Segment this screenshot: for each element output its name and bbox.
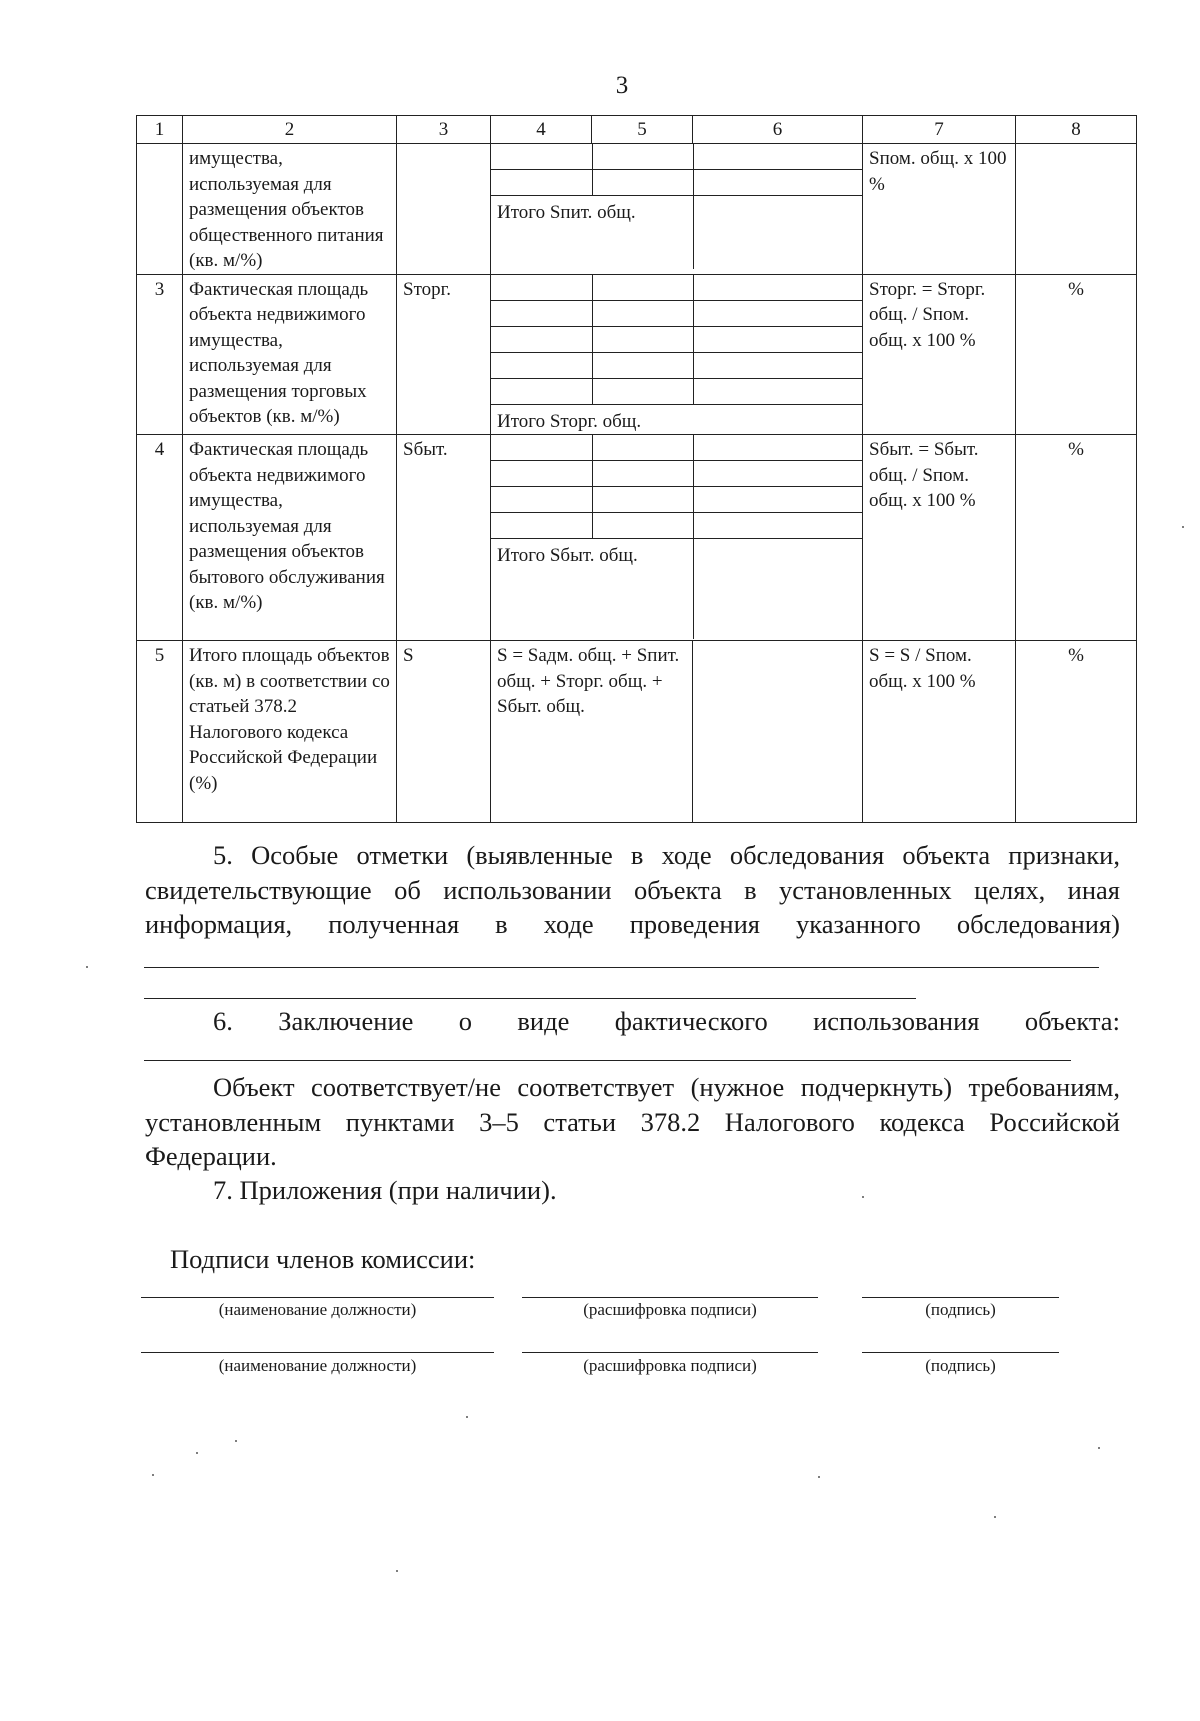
signatures-heading: Подписи членов комиссии: <box>170 1244 476 1274</box>
section-6-heading <box>213 1004 1120 1039</box>
indicator-cell: Итого площадь объектов (кв. м) в соответствии со статьей 378.2 Налогового кодекса Российской Федерации (%) <box>183 641 397 823</box>
table-row <box>137 144 1137 275</box>
usage-table <box>136 115 1137 823</box>
signature-caption: (подпись) <box>925 1300 996 1319</box>
header-cell: 1 <box>137 116 183 144</box>
sum-formula-cell: S = Sадм. общ. + Sпит. общ. + Sторг. общ. + Sбыт. общ. <box>491 641 693 823</box>
formula-cell: S = S / Sпом. общ. х 100 % <box>863 641 1016 823</box>
decoding-caption: (расшифровка подписи) <box>583 1356 757 1375</box>
heading-word: фактического <box>614 1006 768 1036</box>
scan-speck <box>235 1440 237 1442</box>
signature-line <box>141 1352 494 1353</box>
section-5-text: 5. Особые отметки (выявленные в ходе обследования объекта признаки, свидетельствующие об использовании объекта в установленных целях, иная информация, полученная в ходе проведения указанного обследования) <box>145 840 1120 939</box>
value-grid <box>491 144 863 275</box>
header-cell: 4 <box>491 116 592 144</box>
header-cell: 2 <box>183 116 397 144</box>
conclusion-text: Объект соответствует/не соответствует (нужное подчеркнуть) требованиям, установленным пунктами 3–5 статьи 378.2 Налогового кодекса Российской Федерации. <box>145 1072 1120 1171</box>
unit-cell: % <box>1016 641 1137 823</box>
formula-cell: Sбыт. = Sбыт. общ. / Sпом. общ. х 100 % <box>863 435 1016 641</box>
fill-line <box>144 998 916 999</box>
row-number-cell <box>137 144 183 275</box>
scan-speck <box>994 1516 996 1518</box>
page-number: 3 <box>615 72 629 99</box>
header-cell: 8 <box>1016 116 1137 144</box>
signature-line <box>522 1352 818 1353</box>
heading-word: объекта: <box>1024 1006 1120 1036</box>
row-number-cell: 5 <box>137 641 183 823</box>
indicator-cell: имущества, используемая для размещения объектов общественного питания (кв. м/%) <box>183 144 397 275</box>
value-grid <box>491 274 863 435</box>
section-7-text: 7. Приложения (при наличии). <box>213 1175 557 1205</box>
scan-speck <box>152 1474 154 1476</box>
indicator-cell: Фактическая площадь объекта недвижимого имущества, используемая для размещения торговых объектов (кв. м/%) <box>183 274 397 435</box>
scan-speck <box>466 1416 468 1418</box>
heading-word: виде <box>517 1006 570 1036</box>
signature-line <box>862 1297 1059 1298</box>
scan-speck <box>818 1476 820 1478</box>
scan-speck <box>196 1452 198 1454</box>
symbol-cell: Sторг. <box>397 274 491 435</box>
subtotal-label: Итого Sбыт. общ. <box>497 545 638 566</box>
value-cell <box>693 641 863 823</box>
value-grid <box>491 435 863 641</box>
heading-word: 6. <box>213 1006 233 1036</box>
subtotal-label: Итого Sпит. общ. <box>497 202 636 223</box>
scan-speck <box>1098 1447 1100 1449</box>
signature-line <box>862 1352 1059 1353</box>
unit-cell: % <box>1016 274 1137 435</box>
table-row <box>137 641 1137 823</box>
scan-speck <box>86 966 88 968</box>
row-number-cell: 4 <box>137 435 183 641</box>
decoding-caption: (расшифровка подписи) <box>583 1300 757 1319</box>
heading-word: Заключение <box>278 1006 414 1036</box>
heading-word: использования <box>813 1006 980 1036</box>
unit-cell <box>1016 144 1137 275</box>
symbol-cell: Sбыт. <box>397 435 491 641</box>
position-caption: (наименование должности) <box>218 1356 417 1375</box>
formula-cell: Sпом. общ. х 100 % <box>863 144 1016 275</box>
signature-line <box>141 1297 494 1298</box>
unit-cell: % <box>1016 435 1137 641</box>
fill-line <box>144 1060 1071 1061</box>
scan-speck <box>862 1196 864 1198</box>
symbol-cell <box>397 144 491 275</box>
table-row <box>137 274 1137 435</box>
heading-word: о <box>458 1006 473 1036</box>
table-row <box>137 435 1137 641</box>
position-caption: (наименование должности) <box>218 1300 417 1319</box>
signature-line <box>522 1297 818 1298</box>
scan-speck <box>396 1570 398 1572</box>
header-cell: 6 <box>693 116 863 144</box>
formula-cell: Sторг. = Sторг. общ. / Sпом. общ. х 100 % <box>863 274 1016 435</box>
symbol-cell: S <box>397 641 491 823</box>
signature-caption: (подпись) <box>925 1356 996 1375</box>
fill-line <box>144 967 1099 968</box>
row-number-cell: 3 <box>137 274 183 435</box>
table-header-row <box>137 116 1137 144</box>
header-cell: 7 <box>863 116 1016 144</box>
subtotal-label: Итого Sторг. общ. <box>497 410 642 432</box>
indicator-cell: Фактическая площадь объекта недвижимого имущества, используемая для размещения объектов бытового обслуживания (кв. м/%) <box>183 435 397 641</box>
header-cell: 5 <box>592 116 693 144</box>
header-cell: 3 <box>397 116 491 144</box>
scan-speck <box>1182 526 1184 528</box>
